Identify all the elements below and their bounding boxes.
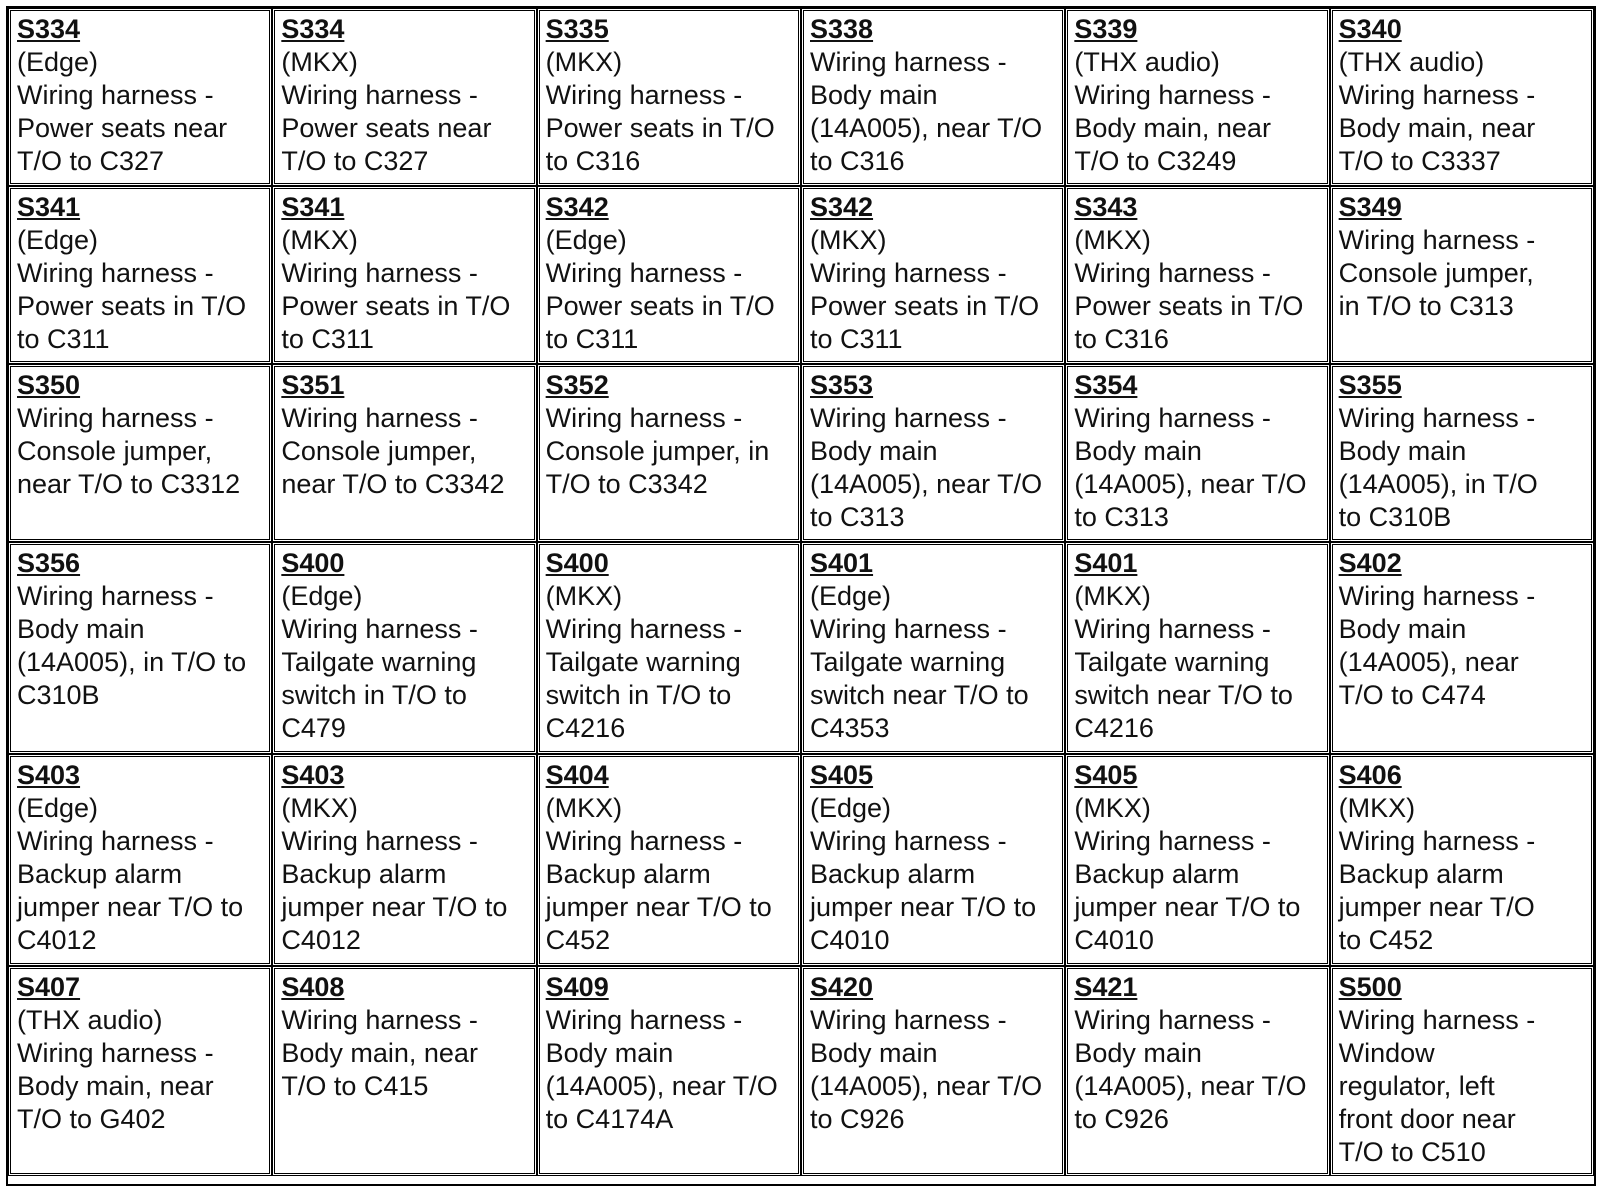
table-cell: [272, 186, 536, 364]
splice-description-line: Wiring harness -: [17, 403, 214, 433]
splice-description-line: (MKX): [545, 47, 623, 77]
splice-description-line: Console jumper,: [1338, 258, 1534, 288]
splice-description-line: Wiring harness -: [1074, 80, 1271, 110]
table-cell: [537, 186, 801, 364]
table-cell: [1065, 186, 1329, 364]
table-cell: [1065, 966, 1329, 1176]
splice-code: S351: [281, 370, 345, 400]
splice-code: S403: [281, 760, 345, 790]
table-cell: [801, 966, 1065, 1176]
splice-description-line: Console jumper,: [281, 436, 477, 466]
splice-description-line: Wiring harness -: [545, 826, 743, 856]
splice-description-line: T/O to C3249: [1074, 146, 1237, 176]
splice-code: S343: [1074, 192, 1138, 222]
splice-description-line: Wiring harness -: [810, 1005, 1007, 1035]
splice-description-line: T/O to C510: [1338, 1137, 1486, 1167]
splice-description-line: to C313: [1074, 502, 1169, 532]
splice-description-line: Wiring harness -: [545, 1005, 743, 1035]
splice-description-line: Backup alarm: [1074, 859, 1240, 889]
splice-description-line: Body main, near: [17, 1071, 214, 1101]
splice-description-line: (14A005), in T/O: [1338, 469, 1538, 499]
splice-description-line: regulator, left: [1338, 1071, 1495, 1101]
splice-description-line: Wiring harness -: [810, 403, 1007, 433]
splice-code: S401: [810, 548, 874, 578]
splice-description-line: (MKX): [545, 581, 623, 611]
splice-description-line: (14A005), near T/O: [1074, 1071, 1307, 1101]
table-cell: [801, 186, 1065, 364]
splice-code: S401: [1074, 548, 1138, 578]
splice-code: S400: [545, 548, 609, 578]
splice-description-line: Wiring harness -: [1338, 581, 1536, 611]
table-cell: [801, 754, 1065, 966]
splice-description-line: Wiring harness -: [281, 258, 478, 288]
splice-description-line: Body main: [810, 80, 938, 110]
splice-description-line: (THX audio): [17, 1005, 163, 1035]
splice-description-line: (Edge): [810, 793, 892, 823]
splice-description-line: Body main: [1338, 614, 1467, 644]
splice-description-line: to C316: [1074, 324, 1169, 354]
splice-description-line: Wiring harness -: [17, 826, 214, 856]
splice-description-line: to C926: [810, 1104, 905, 1134]
splice-description-line: T/O to C3337: [1338, 146, 1501, 176]
splice-description-line: switch in T/O to: [545, 680, 732, 710]
splice-description-line: Power seats in T/O: [281, 291, 511, 321]
splice-description-line: Console jumper,: [17, 436, 213, 466]
table-cell: [272, 542, 536, 754]
splice-description-line: to C311: [810, 324, 903, 354]
splice-description-line: Wiring harness -: [810, 614, 1007, 644]
splice-code: S334: [281, 14, 345, 44]
splice-code: S349: [1338, 192, 1402, 222]
splice-description-line: Body main, near: [1338, 113, 1536, 143]
splice-description-line: Tailgate warning: [1074, 647, 1270, 677]
splice-description-line: Tailgate warning: [545, 647, 741, 677]
splice-description-line: Wiring harness -: [545, 80, 743, 110]
table-cell: [801, 542, 1065, 754]
splice-description-line: Wiring harness -: [1338, 80, 1536, 110]
splice-description-line: T/O to C474: [1338, 680, 1486, 710]
splice-description-line: Tailgate warning: [810, 647, 1006, 677]
table-cell: [272, 966, 536, 1176]
table-cell: [1065, 8, 1329, 186]
splice-description-line: Wiring harness -: [810, 47, 1007, 77]
splice-description-line: C479: [281, 713, 346, 743]
splice-description-line: Wiring harness -: [1074, 614, 1271, 644]
splice-description-line: Power seats in T/O: [545, 113, 775, 143]
table-cell: [8, 754, 272, 966]
splice-description-line: (MKX): [545, 793, 623, 823]
splice-description-line: C4010: [1074, 925, 1154, 955]
splice-description-line: jumper near T/O to: [1074, 892, 1301, 922]
splice-description-line: Wiring harness -: [1338, 225, 1536, 255]
table-cell: [801, 8, 1065, 186]
splice-code: S338: [810, 14, 874, 44]
splice-code: S408: [281, 972, 345, 1002]
splice-description-line: (MKX): [1074, 581, 1151, 611]
splice-description-line: to C316: [810, 146, 905, 176]
splice-description-line: Body main: [1074, 1038, 1202, 1068]
splice-description-line: Window: [1338, 1038, 1435, 1068]
splice-description-line: to C926: [1074, 1104, 1169, 1134]
table-cell: [537, 8, 801, 186]
splice-description-line: front door near: [1338, 1104, 1516, 1134]
splice-code: S420: [810, 972, 874, 1002]
splice-location-table: [6, 6, 1596, 1186]
splice-description-line: (14A005), near: [1338, 647, 1519, 677]
splice-code: S341: [17, 192, 81, 222]
splice-description-line: C4012: [17, 925, 97, 955]
table-cell: [1330, 966, 1594, 1176]
table-cell: [272, 754, 536, 966]
splice-description-line: switch in T/O to: [281, 680, 467, 710]
splice-description-line: Wiring harness -: [17, 258, 214, 288]
splice-description-line: Wiring harness -: [1338, 826, 1536, 856]
splice-code: S342: [810, 192, 874, 222]
splice-description-line: (14A005), near T/O: [545, 1071, 778, 1101]
splice-code: S334: [17, 14, 81, 44]
splice-description-line: Wiring harness -: [1074, 258, 1271, 288]
splice-description-line: Body main, near: [281, 1038, 478, 1068]
splice-description-line: to C311: [17, 324, 110, 354]
splice-description-line: (THX audio): [1338, 47, 1485, 77]
splice-description-line: (14A005), in T/O to: [17, 647, 247, 677]
splice-description-line: C4012: [281, 925, 361, 955]
splice-description-line: to C452: [1338, 925, 1434, 955]
table-cell: [537, 364, 801, 542]
splice-code: S350: [17, 370, 81, 400]
splice-description-line: Wiring harness -: [1074, 403, 1271, 433]
splice-description-line: to C316: [545, 146, 641, 176]
table-cell: [8, 542, 272, 754]
splice-description-line: Wiring harness -: [17, 1038, 214, 1068]
splice-description-line: (Edge): [281, 581, 363, 611]
splice-description-line: in T/O to C313: [1338, 291, 1514, 321]
table-cell: [1065, 542, 1329, 754]
splice-description-line: switch near T/O to: [1074, 680, 1293, 710]
splice-description-line: Wiring harness -: [17, 581, 214, 611]
splice-description-line: Power seats in T/O: [810, 291, 1040, 321]
splice-description-line: T/O to C327: [281, 146, 429, 176]
splice-code: S352: [545, 370, 609, 400]
table-cell: [272, 8, 536, 186]
table-cell: [8, 364, 272, 542]
splice-description-line: jumper near T/O to: [281, 892, 508, 922]
splice-description-line: Wiring harness -: [281, 403, 478, 433]
splice-code: S403: [17, 760, 81, 790]
splice-description-line: (MKX): [1338, 793, 1416, 823]
splice-description-line: Power seats in T/O: [17, 291, 247, 321]
table-cell: [272, 364, 536, 542]
splice-code: S335: [545, 14, 609, 44]
splice-description-line: T/O to C3342: [545, 469, 708, 499]
splice-description-line: near T/O to C3312: [17, 469, 241, 499]
splice-description-line: Backup alarm: [545, 859, 711, 889]
table-cell: [537, 966, 801, 1176]
splice-description-line: C4353: [810, 713, 890, 743]
splice-description-line: (MKX): [810, 225, 887, 255]
splice-description-line: (Edge): [17, 225, 99, 255]
table-cell: [1065, 754, 1329, 966]
splice-description-line: T/O to G402: [17, 1104, 166, 1134]
splice-description-line: switch near T/O to: [810, 680, 1029, 710]
table-cell: [8, 966, 272, 1176]
splice-description-line: (THX audio): [1074, 47, 1220, 77]
splice-description-line: (Edge): [17, 793, 99, 823]
splice-code: S405: [810, 760, 874, 790]
splice-code: S409: [545, 972, 609, 1002]
splice-description-line: to C310B: [1338, 502, 1452, 532]
splice-description-line: C452: [545, 925, 611, 955]
splice-description-line: Wiring harness -: [281, 826, 478, 856]
splice-description-line: Body main, near: [1074, 113, 1271, 143]
splice-description-line: Wiring harness -: [545, 403, 743, 433]
splice-description-line: Wiring harness -: [1074, 1005, 1271, 1035]
splice-description-line: (Edge): [17, 47, 99, 77]
splice-description-line: Body main: [810, 436, 938, 466]
splice-description-line: Backup alarm: [281, 859, 447, 889]
splice-description-line: Backup alarm: [17, 859, 183, 889]
splice-description-line: Wiring harness -: [281, 1005, 478, 1035]
splice-description-line: near T/O to C3342: [281, 469, 505, 499]
splice-description-line: Wiring harness -: [17, 80, 214, 110]
splice-description-line: C4216: [545, 713, 626, 743]
splice-description-line: to C311: [281, 324, 374, 354]
splice-description-line: Wiring harness -: [545, 614, 743, 644]
splice-code: S355: [1338, 370, 1402, 400]
splice-description-line: jumper near T/O to: [810, 892, 1037, 922]
table-cell: [537, 542, 801, 754]
splice-code: S354: [1074, 370, 1138, 400]
splice-description-line: Power seats in T/O: [545, 291, 775, 321]
splice-description-line: (14A005), near T/O: [810, 469, 1043, 499]
splice-description-line: Tailgate warning: [281, 647, 477, 677]
splice-description-line: (14A005), near T/O: [810, 113, 1043, 143]
table-cell: [8, 8, 272, 186]
splice-description-line: (Edge): [810, 581, 892, 611]
splice-description-line: Wiring harness -: [281, 614, 478, 644]
splice-code: S500: [1338, 972, 1402, 1002]
splice-description-line: Wiring harness -: [1074, 826, 1271, 856]
splice-description-line: Body main: [810, 1038, 938, 1068]
splice-description-line: to C4174A: [545, 1104, 674, 1134]
splice-description-line: Body main: [1074, 436, 1202, 466]
splice-code: S400: [281, 548, 345, 578]
splice-description-line: C4010: [810, 925, 890, 955]
splice-description-line: Console jumper, in: [545, 436, 770, 466]
splice-code: S406: [1338, 760, 1402, 790]
splice-description-line: Wiring harness -: [281, 80, 478, 110]
splice-description-line: T/O to C327: [17, 146, 165, 176]
splice-code: S402: [1338, 548, 1402, 578]
splice-description-line: (MKX): [281, 47, 358, 77]
splice-description-line: jumper near T/O to: [545, 892, 772, 922]
splice-description-line: Body main: [545, 1038, 674, 1068]
splice-description-line: Backup alarm: [810, 859, 976, 889]
splice-description-line: (14A005), near T/O: [810, 1071, 1043, 1101]
table-cell: [1330, 542, 1594, 754]
splice-description-line: Power seats near: [281, 113, 492, 143]
splice-description-line: Wiring harness -: [1338, 403, 1536, 433]
splice-description-line: (MKX): [281, 225, 358, 255]
splice-description-line: Wiring harness -: [545, 258, 743, 288]
splice-code: S356: [17, 548, 81, 578]
splice-description-line: (MKX): [1074, 793, 1151, 823]
table-cell: [8, 186, 272, 364]
splice-description-line: Backup alarm: [1338, 859, 1504, 889]
table-cell: [1065, 364, 1329, 542]
splice-description-line: Body main: [1338, 436, 1467, 466]
splice-code: S404: [545, 760, 609, 790]
table-cell: [537, 754, 801, 966]
splice-description-line: C4216: [1074, 713, 1154, 743]
splice-description-line: Wiring harness -: [1338, 1005, 1536, 1035]
splice-description-line: (MKX): [281, 793, 358, 823]
splice-description-line: jumper near T/O: [1338, 892, 1535, 922]
table-cell: [1330, 186, 1594, 364]
splice-description-line: (MKX): [1074, 225, 1151, 255]
splice-description-line: T/O to C415: [281, 1071, 429, 1101]
splice-code: S405: [1074, 760, 1138, 790]
table-cell: [1330, 8, 1594, 186]
splice-description-line: Wiring harness -: [810, 258, 1007, 288]
splice-description-line: jumper near T/O to: [17, 892, 244, 922]
splice-description-line: Wiring harness -: [810, 826, 1007, 856]
splice-code: S407: [17, 972, 81, 1002]
splice-code: S341: [281, 192, 345, 222]
splice-code: S340: [1338, 14, 1402, 44]
splice-description-line: (Edge): [545, 225, 627, 255]
splice-description-line: to C313: [810, 502, 905, 532]
table-cell: [1330, 754, 1594, 966]
splice-code: S342: [545, 192, 609, 222]
table-cell: [1330, 364, 1594, 542]
splice-description-line: Power seats near: [17, 113, 228, 143]
splice-description-line: Power seats in T/O: [1074, 291, 1304, 321]
splice-code: S421: [1074, 972, 1138, 1002]
splice-description-line: Body main: [17, 614, 145, 644]
splice-description-line: C310B: [17, 680, 100, 710]
splice-description-line: to C311: [545, 324, 639, 354]
splice-code: S353: [810, 370, 874, 400]
splice-description-line: (14A005), near T/O: [1074, 469, 1307, 499]
table-cell: [801, 364, 1065, 542]
splice-code: S339: [1074, 14, 1138, 44]
